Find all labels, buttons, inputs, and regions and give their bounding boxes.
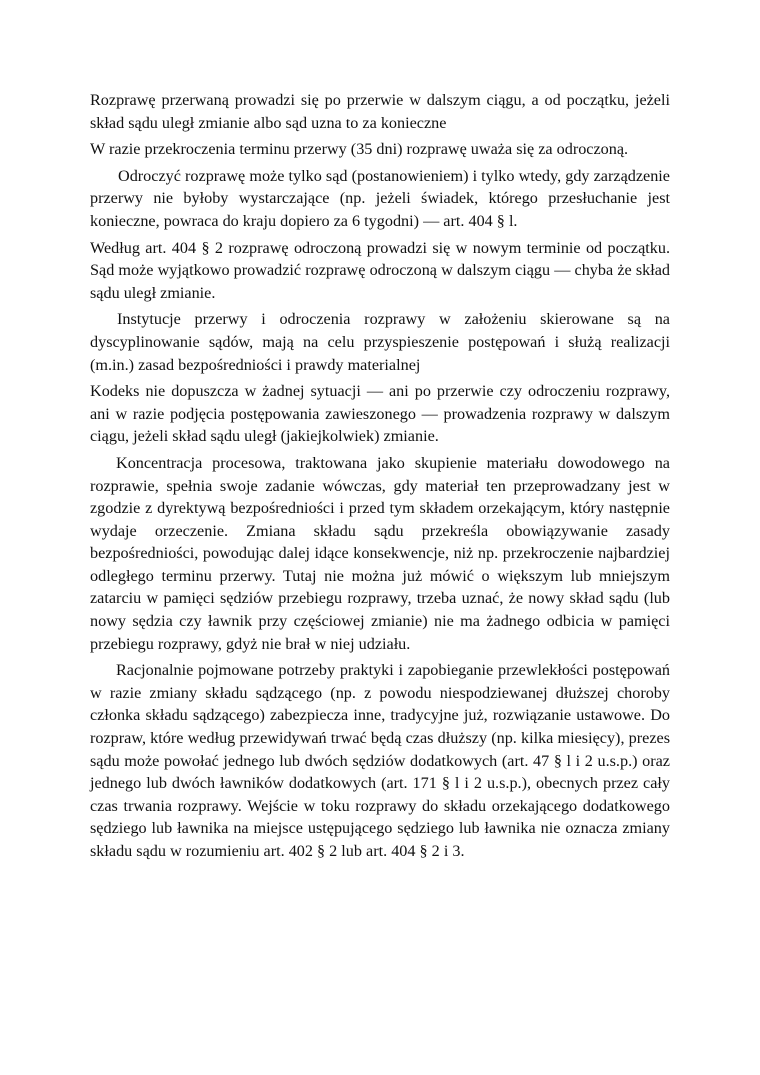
paragraph-art-404: Według art. 404 § 2 rozprawę odroczoną prowadzi się w nowym terminie od początku. Sąd może wyjątkowo prowadzić rozprawę odroczoną w dalszym ciągu — chyba że skład sądu uległ zmianie. [90,238,670,302]
paragraph-concentration: Koncentracja procesowa, traktowana jako skupienie materiału dowodowego na rozprawie, spełnia swoje zadanie wówczas, gdy materiał ten przeprowadzany jest w zgodzie z dyrektywą bezpośredniości i przed tym składem orzekającym, który następnie wydaje orzeczenie. Zmiana składu sądu przekreśla obowiązywanie zasady bezpośredniości, powodując dalej idące konsekwencje, niż np. przekroczenie najbardziej odległego terminu przerwy. Tutaj nie można już mówić o większym lub mniejszym zatarciu w pamięci sędziów przebiegu rozprawy, trzeba uznać, że nowy skład sądu (lub nowy sędzia czy ławnik przy częściowej zmianie) nie ma żadnego odbicia w pamięci przebiegu rozprawy, gdyż nie brał w niej udziału. [90,453,670,653]
paragraph-institutions: Instytucje przerwy i odroczenia rozprawy w założeniu skierowane są na dyscyplinowanie sądów, mają na celu przyspieszenie postępowań i służą realizacji (m.in.) zasad bezpośredniości i prawdy materialnej [90,310,670,374]
paragraph-code-prohibition: Kodeks nie dopuszcza w żadnej sytuacji — ani po przerwie czy odroczeniu rozprawy, ani w razie podjęcia postępowania zawieszonego — prowadzenia rozprawy w dalszym ciągu, jeżeli skład sądu uległ (jakiejkolwiek) zmianie. [90,382,670,446]
paragraph-interrupted-hearing: Rozprawę przerwaną prowadzi się po przerwie w dalszym ciągu, a od początku, jeżeli skład sądu uległ zmianie albo sąd uzna to za konieczne [90,91,670,132]
paragraph-adjournment-conditions: Odroczyć rozprawę może tylko sąd (postanowieniem) i tylko wtedy, gdy zarządzenie przerwy nie byłoby wystarczające (np. jeżeli świadek, którego przesłuchanie jest konieczne, powraca do kraju dopiero za 6 tygodni) — art. 404 § l. [90,166,670,230]
paragraph-practical-needs: Racjonalnie pojmowane potrzeby praktyki i zapobieganie przewlekłości postępowań w razie zmiany składu sądzącego (np. z powodu niespodziewanej dłuższej choroby członka składu sądzącego) zabezpiecza inne, tradycyjne już, rozwiązanie ustawowe. Do rozpraw, które według przewidywań trwać będą czas dłuższy (np. kilka miesięcy), prezes sądu może powołać jednego lub dwóch sędziów dodatkowych (art. 47 § l i 2 u.s.p.) oraz jednego lub dwóch ławników dodatkowych (art. 171 § l i 2 u.s.p.), obecnych przez cały czas trwania rozprawy. Wejście w toku rozprawy do składu orzekającego dodatkowego sędziego lub ławnika na miejsce ustępującego sędziego lub ławnika nie oznacza zmiany składu sądu w rozumieniu art. 402 § 2 lub art. 404 § 2 i 3. [90,661,670,860]
document-page [90,89,670,867]
paragraph-break-exceeded: W razie przekroczenia terminu przerwy (35 dni) rozprawę uważa się za odroczoną. [90,140,629,159]
